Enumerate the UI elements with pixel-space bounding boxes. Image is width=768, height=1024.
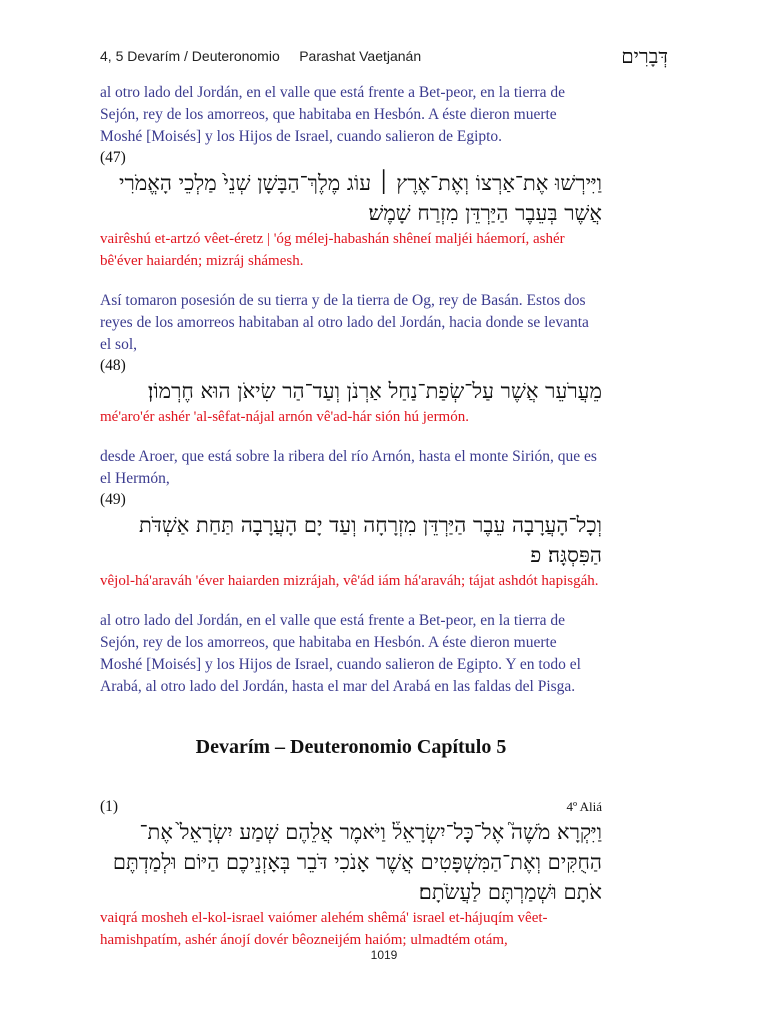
page-header	[100, 44, 668, 70]
hebrew-book-title: דְּבָרִים	[621, 44, 668, 68]
spanish-translation: desde Aroer, que está sobre la ribera del río Arnón, hasta el monte Sirión, que es el Hermón,	[100, 448, 597, 487]
hebrew-line: וַיִּירְשׁוּ אֶת־אַרְצוֹ וְאֶת־אֶרֶץ ׀ עוֹג מֶלֶךְ־הַבָּשָׁן שְׁנֵי֙ מַלְכֵי הָאֱמֹרִי	[118, 171, 602, 195]
hebrew-line: וְכָל־הָעֲרָבָה עֵבֶר הַיַּרְדֵּן מִזְרָחָה וְעַד יָם הָעֲרָבָה תַּחַת אַשְׁדֹּת	[138, 513, 602, 537]
transliteration: vairêshú et-artzó vêet-éretz | 'óg mélej-habashán shêneí maljéi háemorí, ashér bê'éver haiardén; mizráj shámesh.	[100, 231, 565, 269]
hebrew-line: אֲשֶׁר בְּעֵבֶר הַיַּרְדֵּן מִזְרַח שָׁמֶשׁ׃	[368, 201, 602, 225]
verse-number: (48)	[100, 357, 126, 374]
chapter-title: Devarím – Deuteronomio Capítulo 5	[195, 736, 507, 758]
transliteration: mé'aro'ér ashér 'al-sêfat-nájal arnón vê'ad-hár sión hú jermón.	[100, 409, 469, 425]
verse-block	[100, 446, 602, 592]
verse-number: (1)	[100, 798, 119, 815]
spanish-translation: al otro lado del Jordán, en el valle que está frente a Bet-peor, en la tierra de Sejón, rey de los amorreos, que habitaba en Hesbón. A éste dieron muerte Moshé [Moisés] y los Hijos de Israel, cuando salieron de Egipto.	[100, 84, 566, 145]
hebrew-line: מֵעֲרֹעֵר אֲשֶׁר עַל־שְׂפַת־נַחַל אַרְנֹן וְעַד־הַר שִׂיאֹן הוּא חֶרְמוֹן׃	[147, 379, 602, 403]
spanish-translation: al otro lado del Jordán, en el valle que está frente a Bet-peor, en la tierra de Sejón, rey de los amorreos, que habitaba en Hesbón. A éste dieron muerte Moshé [Moisés] y los Hijos de Israel, cuando salieron de Egipto. Y en todo el Arabá, al otro lado del Jordán, hasta el mar del Arabá en las faldas del Pisga.	[100, 612, 581, 695]
verse-block	[100, 82, 602, 272]
transliteration: vêjol-há'araváh 'éver haiarden mizrájah, vê'ád iám há'araváh; tájat ashdót hapisgáh.	[100, 573, 599, 589]
verse-block	[100, 797, 602, 951]
verse-header	[100, 797, 602, 817]
aliya-label: 4º Aliá	[566, 799, 602, 814]
hebrew-line: הַפִּסְגָּה׃ פ	[530, 543, 602, 567]
page-number: 1019	[370, 948, 398, 962]
transliteration: vaiqrá mosheh el-kol-israel vaiómer alehém shêmá' israel et-hájuqím vêet-hamishpatím, ashér ánojí dovér bêozneijém haióm; ulmadtém otám,	[100, 910, 548, 948]
hebrew-line: וַיִּקְרָא מֹשֶׁה֮ אֶל־כָּל־יִשְׂרָאֵל֒ וַיֹּאמֶר אֲלֵהֶם שְׁמַע יִשְׂרָאֵל֙ אֶת־	[139, 820, 602, 844]
verse-number: (47)	[100, 149, 126, 166]
spanish-translation: Así tomaron posesión de su tierra y de la tierra de Og, rey de Basán. Estos dos reyes de los amorreos habitaban al otro lado del Jordán, hacia donde se levanta el sol,	[100, 292, 589, 353]
hebrew-line: הַחֻקִּים וְאֶת־הַמִּשְׁפָּטִים אֲשֶׁר אָנֹכִי דֹּבֵר בְּאָזְנֵיכֶם הַיּוֹם וּלְמַדְתֶּם	[112, 850, 602, 874]
verse-number: (49)	[100, 491, 126, 508]
hebrew-line: אֹתָם וּשְׁמַרְתֶּם לַעֲשֹׂתָם׃	[418, 880, 602, 904]
page-body	[100, 82, 602, 951]
verse-block	[100, 290, 602, 428]
running-title: 4, 5 Devarím / Deuteronomio Parashat Vaetjanán	[100, 48, 422, 64]
